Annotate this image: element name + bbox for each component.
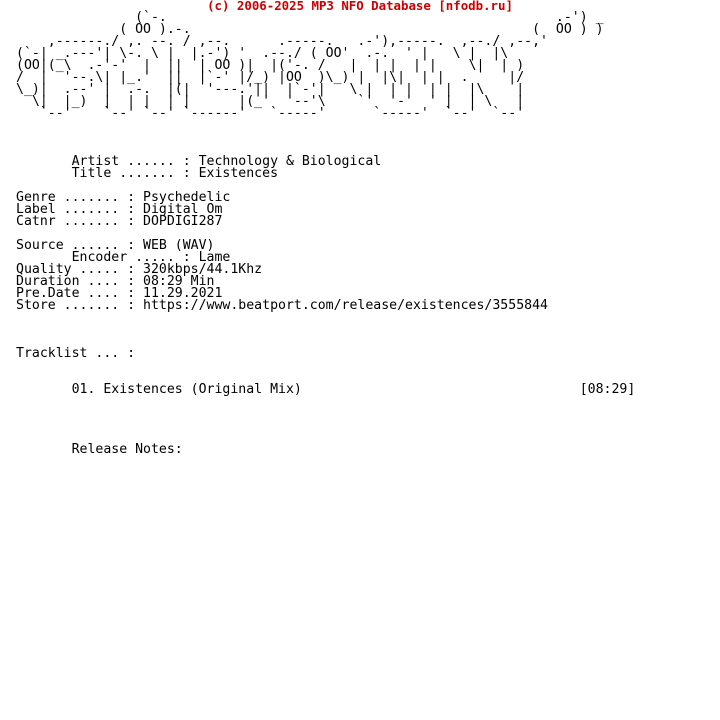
catnr-line: Catnr ....... : DOPDIGI287: [16, 214, 223, 229]
logo-line: \_)| .--' | .-. |(| '---.'|| |`-'| \ | | | | | |\ |: [16, 82, 525, 97]
blank-line: [16, 120, 635, 132]
blank-line: [16, 396, 635, 408]
logo-line: / | '--.\| |_.' || |`-' |/_) |OO )\_) | |\| | | . |/: [16, 70, 525, 85]
logo-line: ,------./ ,. --. / ,--. .-----. .-'),-----. ,--./ ,--,': [16, 34, 548, 49]
duration-line: Duration .... : 08:29 Min: [16, 274, 215, 289]
logo-line: (`-. .-') _: [16, 10, 604, 25]
title-line: Title ....... : Existences: [16, 166, 279, 181]
logo-line: \| |_) | | | | | |(_' '--'\ `' '-' ' | | \ |: [16, 94, 525, 109]
tracklist-header: Tracklist ... :: [16, 346, 136, 361]
nfo-body: [16, 12, 635, 456]
source-line: Source ...... : WEB (WAV): [16, 238, 215, 253]
logo-line: (OO|(_\ .-'-' | || | OO )| |('-. / | | | | | \| | ): [16, 58, 525, 73]
predate-line: Pre.Date .... : 11.29.2021: [16, 286, 223, 301]
encoder-line: Encoder ..... : Lame: [16, 250, 231, 265]
blank-line: [16, 408, 635, 420]
label-line: Label ....... : Digital Om: [16, 202, 223, 217]
blank-line: [16, 360, 635, 372]
logo-line: ( OO ).-. ( OO ) ): [16, 22, 604, 37]
release-notes-header: Release Notes:: [16, 442, 183, 457]
logo-line: (`-| _.---'| \-. \ | |.-') ' .--./ ( OO' .-. ' | \ | |\: [16, 46, 509, 61]
copyright-banner: (c) 2006-2025 MP3 NFO Database [nfodb.ru]: [207, 0, 513, 13]
blank-line: [16, 312, 635, 324]
store-line: Store ....... : https://www.beatport.com/release/existences/3555844: [16, 298, 548, 313]
quality-line: Quality ..... : 320kbps/44.1Khz: [16, 262, 263, 277]
track-row: 01. Existences (Original Mix) [08:29]: [16, 382, 636, 397]
blank-line: [16, 420, 635, 432]
genre-line: Genre ....... : Psychedelic: [16, 190, 231, 205]
artist-line: Artist ...... : Technology & Biological: [16, 154, 382, 169]
blank-line: [16, 132, 635, 144]
blank-line: [16, 324, 635, 336]
logo-line: `--' `--' `--' `------' `-----' `-----' `--' `--': [16, 106, 525, 121]
